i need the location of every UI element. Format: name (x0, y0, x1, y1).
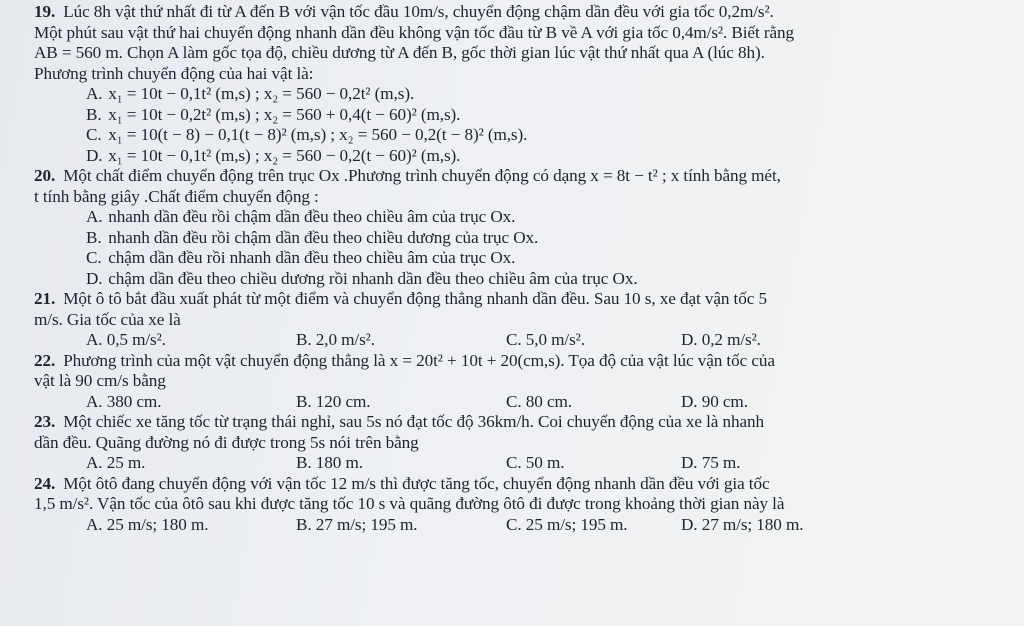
question-stem-line: 22. Phương trình của một vật chuyển động thẳng là x = 20t² + 10t + 20(cm,s). Tọa độ của vật lúc vận tốc của (34, 350, 775, 370)
options-row (34, 330, 1014, 351)
option-d: D. 27 m/s; 180 m. (681, 514, 804, 534)
option-d: D. x₁ = 10t − 0,1t² (m,s) ; x₂ = 560 − 0,2(t − 60)² (m,s). (86, 145, 461, 165)
options-row (34, 392, 1014, 413)
option-c: C. 50 m. (506, 453, 565, 472)
option-b: B. 27 m/s; 195 m. (296, 514, 418, 534)
question-22 (34, 351, 1014, 413)
option-a: A. x₁ = 10t − 0,1t² (m,s) ; x₂ = 560 − 0,2t² (m,s). (86, 84, 415, 103)
question-stem-line: Phương trình chuyển động của hai vật là: (34, 63, 314, 83)
question-number: 19. (34, 2, 56, 21)
question-23 (34, 412, 1014, 474)
option-a: A. 25 m/s; 180 m. (86, 514, 209, 534)
question-number: 21. (34, 289, 56, 308)
question-stem-line: 19. Lúc 8h vật thứ nhất đi từ A đến B với vận tốc đầu 10m/s, chuyển động chậm dần đều với gia tốc 0,2m/s². (34, 2, 774, 21)
question-stem-line: 21. Một ô tô bắt đầu xuất phát từ một điểm và chuyển động thẳng nhanh dần đều. Sau 10 s, xe đạt vận tốc 5 (34, 289, 767, 308)
question-number: 24. (34, 473, 56, 493)
question-21 (34, 289, 1014, 351)
question-stem-line: t tính bằng giây .Chất điểm chuyển động : (34, 186, 319, 206)
question-number: 23. (34, 412, 56, 431)
option-c: C. chậm dần đều rồi nhanh dần đều theo chiều âm của trục Ox. (86, 248, 516, 267)
option-d: D. 75 m. (681, 453, 741, 472)
question-stem-line: m/s. Gia tốc của xe là (34, 309, 181, 329)
option-c: C. 5,0 m/s². (506, 330, 585, 349)
question-20 (34, 166, 1014, 289)
option-c: C. 80 cm. (506, 391, 572, 411)
question-number: 20. (34, 166, 56, 185)
question-stem-line: AB = 560 m. Chọn A làm gốc tọa độ, chiều dương từ A đến B, gốc thời gian lúc vật thứ nhất qua A (lúc 8h). (34, 43, 765, 62)
option-c: C. 25 m/s; 195 m. (506, 514, 628, 534)
question-stem-line: Một phút sau vật thứ hai chuyển động nhanh dần đều không vận tốc đầu từ B về A với gia tốc 0,4m/s². Biết rằng (34, 22, 794, 42)
option-d: D. chậm dần đều theo chiều dương rồi nhanh dần đều theo chiều âm của trục Ox. (86, 268, 638, 288)
option-d: D. 0,2 m/s². (681, 330, 761, 349)
option-b: B. 120 cm. (296, 391, 371, 411)
option-b: B. 180 m. (296, 453, 363, 472)
option-a: A. 380 cm. (86, 391, 162, 411)
question-stem-line: 24. Một ôtô đang chuyển động với vận tốc 12 m/s thì được tăng tốc, chuyển động nhanh dần đều với gia tốc (34, 473, 770, 493)
question-stem-line: 20. Một chất điểm chuyển động trên trục Ox .Phương trình chuyển động có dạng x = 8t − t² ; x tính bằng mét, (34, 166, 781, 185)
question-24 (34, 474, 1014, 536)
option-b: B. 2,0 m/s². (296, 330, 375, 349)
question-stem-line: dần đều. Quãng đường nó đi được trong 5s nói trên bằng (34, 432, 419, 452)
options-row (34, 515, 1014, 536)
question-19 (34, 2, 1014, 166)
question-stem-line: 1,5 m/s². Vận tốc của ôtô sau khi được tăng tốc 10 s và quãng đường ôtô đi được trong khoảng thời gian này là (34, 494, 785, 513)
option-b: B. x₁ = 10t − 0,2t² (m,s) ; x₂ = 560 + 0,4(t − 60)² (m,s). (86, 104, 461, 124)
question-number: 22. (34, 350, 56, 370)
option-d: D. 90 cm. (681, 391, 748, 411)
option-a: A. nhanh dần đều rồi chậm dần đều theo chiều âm của trục Ox. (86, 207, 516, 226)
option-a: A. 25 m. (86, 453, 146, 472)
option-b: B. nhanh dần đều rồi chậm dần đều theo chiều dương của trục Ox. (86, 227, 539, 247)
option-a: A. 0,5 m/s². (86, 330, 166, 349)
question-stem-line: vật là 90 cm/s bằng (34, 371, 166, 390)
question-stem-line: 23. Một chiếc xe tăng tốc từ trạng thái nghỉ, sau 5s nó đạt tốc độ 36km/h. Coi chuyển động của xe là nhanh (34, 412, 764, 431)
option-c: C. x₁ = 10(t − 8) − 0,1(t − 8)² (m,s) ; x₂ = 560 − 0,2(t − 8)² (m,s). (86, 125, 528, 144)
options-row (34, 453, 1014, 474)
